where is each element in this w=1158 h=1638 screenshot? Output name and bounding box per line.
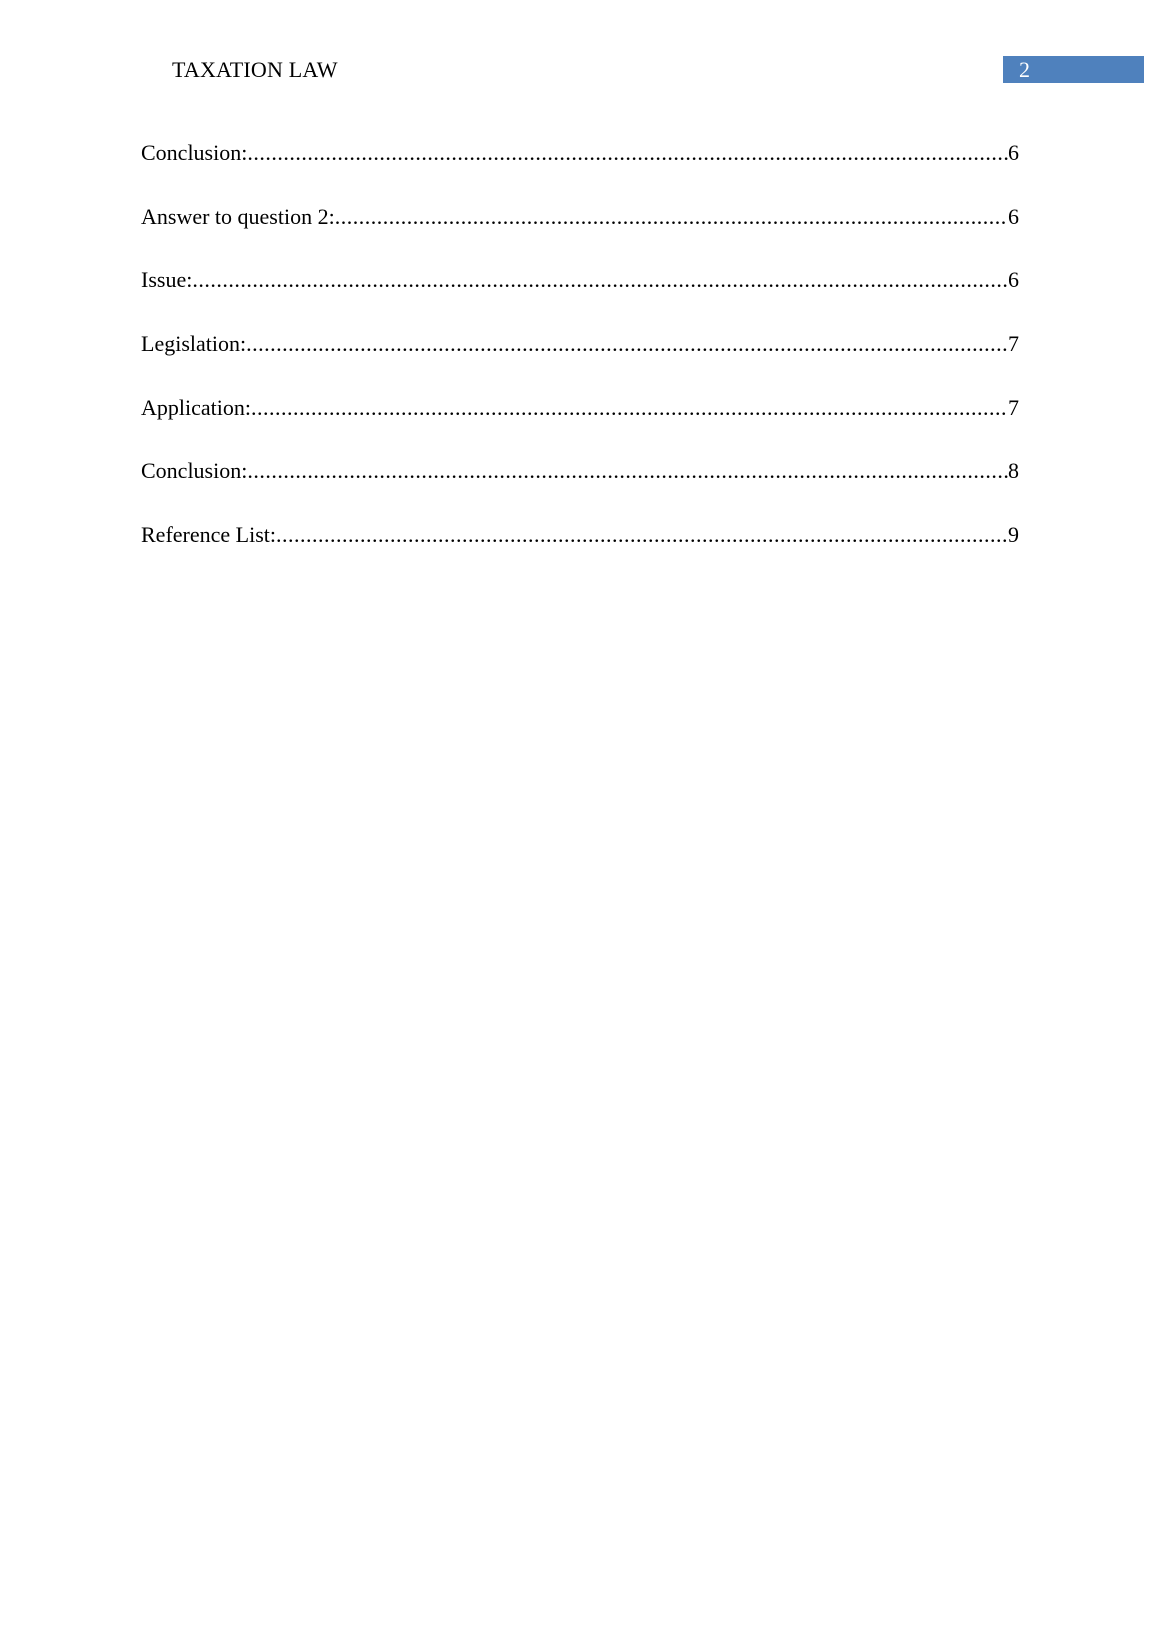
toc-entry-label: Conclusion: (141, 140, 248, 165)
toc-entry-label: Legislation: (141, 331, 247, 357)
toc-entry-label: Reference List: (141, 522, 276, 548)
toc-entry-conclusion[interactable] (141, 139, 1019, 203)
toc-entry-label: Application: (141, 394, 251, 420)
toc-dot-leader (251, 394, 1008, 422)
toc-entry-issue[interactable] (141, 266, 1019, 330)
toc-entry-label: Conclusion: (141, 458, 248, 484)
toc-entry-conclusion-2[interactable] (141, 457, 1019, 521)
toc-dot-leader (246, 330, 1008, 358)
toc-entry-reference-list[interactable] (141, 521, 1019, 585)
toc-entry-page: 8 (1008, 458, 1019, 484)
toc-entry-legislation[interactable] (141, 330, 1019, 394)
page-number: 2 (1019, 57, 1030, 82)
toc-entry-label: Answer to question 2: (141, 203, 335, 229)
toc-entry-label: Issue: (141, 267, 193, 293)
toc-entry-page: 6 (1008, 203, 1019, 229)
toc-entry-page: 7 (1008, 331, 1019, 357)
toc-dot-leader (192, 266, 1008, 294)
toc-entry-page: 9 (1008, 522, 1019, 548)
running-head-title: TAXATION LAW (172, 57, 338, 82)
toc-dot-leader (335, 203, 1008, 231)
toc-entry-application[interactable] (141, 394, 1019, 458)
toc-dot-leader (247, 139, 1008, 167)
page-number-badge (1003, 56, 1144, 83)
toc-entry-page: 7 (1008, 394, 1019, 420)
toc-dot-leader (247, 457, 1008, 485)
toc-entry-page: 6 (1008, 267, 1019, 293)
toc-entry-page: 6 (1008, 140, 1019, 165)
toc-entry-answer-question-2[interactable] (141, 203, 1019, 267)
toc-dot-leader (276, 521, 1008, 549)
table-of-contents (141, 139, 1019, 585)
